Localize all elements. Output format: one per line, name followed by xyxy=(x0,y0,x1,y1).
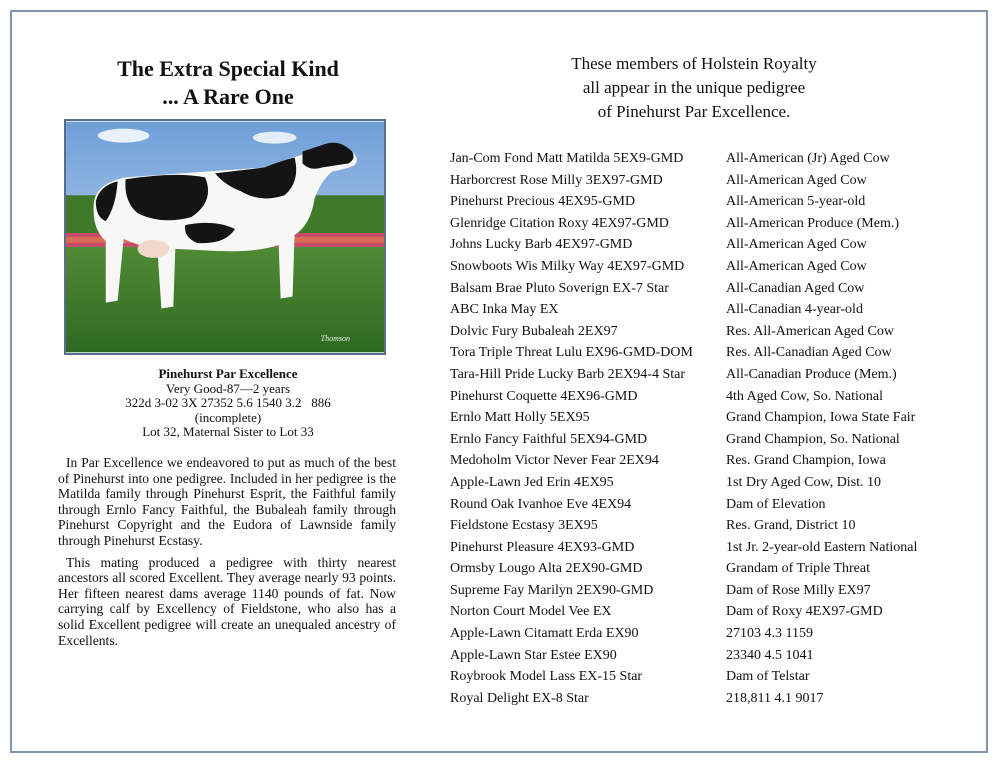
ancestor-honor: All-Canadian 4-year-old xyxy=(726,302,863,318)
pedigree-row xyxy=(450,191,970,213)
pedigree-row xyxy=(450,299,970,321)
intro-line-3: of Pinehurst Par Excellence. xyxy=(597,102,791,121)
ancestor-name: Supreme Fay Marilyn 2EX90-GMD xyxy=(450,582,654,598)
ancestor-name: Tara-Hill Pride Lucky Barb 2EX94-4 Star xyxy=(450,366,686,382)
intro-line-2: all appear in the unique pedigree xyxy=(582,78,806,97)
headline-line-2: ... A Rare One xyxy=(162,84,294,109)
ancestor-name: Apple-Lawn Star Estee EX90 xyxy=(450,647,617,663)
ancestor-honor: Dam of Rose Milly EX97 xyxy=(726,582,871,598)
ancestor-name: Harborcrest Rose Milly 3EX97-GMD xyxy=(450,172,663,188)
ancestor-honor: Grand Champion, Iowa State Fair xyxy=(726,410,916,426)
pedigree-row xyxy=(450,515,970,537)
pedigree-row xyxy=(450,494,970,516)
ancestor-honor: All-Canadian Aged Cow xyxy=(726,280,865,296)
ancestor-name: Glenridge Citation Roxy 4EX97-GMD xyxy=(450,215,669,231)
pedigree-row xyxy=(450,666,970,688)
pedigree-row xyxy=(450,450,970,472)
ancestor-name: Norton Court Model Vee EX xyxy=(450,604,612,620)
cow-name: Pinehurst Par Excellence xyxy=(158,366,298,381)
ancestor-honor: All-American Aged Cow xyxy=(726,172,867,188)
ancestor-name: Ormsby Lougo Alta 2EX90-GMD xyxy=(450,561,643,577)
ancestor-name: Tora Triple Threat Lulu EX96-GMD-DOM xyxy=(450,345,693,361)
ancestor-name: Jan-Com Fond Matt Matilda 5EX9-GMD xyxy=(450,151,684,166)
ancestor-name: Fieldstone Ecstasy 3EX95 xyxy=(450,518,598,534)
ancestor-honor: All-Canadian Produce (Mem.) xyxy=(726,366,897,382)
ancestor-honor: Dam of Elevation xyxy=(726,496,826,512)
description-paragraph-1: In Par Excellence we endeavored to put as much of the best of Pinehurst into one pedigree. Included in her pedigree is the Matilda family through Pinehurst Esprit, the Faithful family through Ernlo Fancy Faithful, the Bubaleah family through Pinehurst Copyright and the Eudora of Lawnside family through Pinehurst Ecstasy. xyxy=(58,455,396,548)
ancestor-honor: 4th Aged Cow, So. National xyxy=(726,388,883,404)
caption-lot: Lot 32, Maternal Sister to Lot 33 xyxy=(142,424,314,439)
headline xyxy=(58,55,398,111)
pedigree-row xyxy=(450,580,970,602)
left-column xyxy=(58,55,398,648)
ancestor-honor: Res. All-American Aged Cow xyxy=(726,323,894,339)
ancestor-name: Royal Delight EX-8 Star xyxy=(450,690,589,706)
pedigree-row xyxy=(450,364,970,386)
pedigree-row xyxy=(450,537,970,559)
ancestor-name: Round Oak Ivanhoe Eve 4EX94 xyxy=(450,496,632,512)
ancestor-name: ABC Inka May EX xyxy=(450,302,559,318)
pedigree-row xyxy=(450,170,970,192)
ancestor-honor: Grand Champion, So. National xyxy=(726,431,900,447)
ancestor-name: Apple-Lawn Citamatt Erda EX90 xyxy=(450,626,639,642)
ancestor-honor: All-American (Jr) Aged Cow xyxy=(726,151,890,166)
ancestor-name: Pinehurst Pleasure 4EX93-GMD xyxy=(450,539,635,555)
pedigree-row xyxy=(450,623,970,645)
ancestor-name: Snowboots Wis Milky Way 4EX97-GMD xyxy=(450,258,685,274)
pedigree-row xyxy=(450,213,970,235)
ancestor-name: Ernlo Matt Holly 5EX95 xyxy=(450,410,590,426)
caption-classification: Very Good-87—2 years xyxy=(165,380,291,396)
pedigree-row xyxy=(450,386,970,408)
pedigree-row xyxy=(450,429,970,451)
ancestor-honor: Grandam of Triple Threat xyxy=(726,561,870,577)
ancestor-name: Medoholm Victor Never Fear 2EX94 xyxy=(450,453,659,469)
ancestor-name: Dolvic Fury Bubaleah 2EX97 xyxy=(450,323,618,339)
ancestor-name: Balsam Brae Pluto Soverign EX-7 Star xyxy=(450,280,669,296)
ancestor-honor: All-American Produce (Mem.) xyxy=(726,215,899,231)
ancestor-name: Pinehurst Precious 4EX95-GMD xyxy=(450,194,636,210)
pedigree-row xyxy=(450,321,970,343)
pedigree-row xyxy=(450,278,970,300)
caption-incomplete: (incomplete) xyxy=(194,409,262,425)
pedigree-table xyxy=(450,148,970,709)
pedigree-row xyxy=(450,256,970,278)
intro-line-1: These members of Holstein Royalty xyxy=(571,54,817,73)
ancestor-name: Apple-Lawn Jed Erin 4EX95 xyxy=(450,474,614,490)
description-paragraph-2: This mating produced a pedigree with thirty nearest ancestors all scored Excellent. They average nearly 93 points. Her fifteen nearest dams average 1140 pounds of fat. Now carrying calf by Excellency of Fieldstone, who also has a solid Excellent pedigree will create an unequaled ancestry of Excellents. xyxy=(58,554,396,648)
ancestor-honor: 27103 4.3 1159 xyxy=(726,626,813,642)
ancestor-name: Johns Lucky Barb 4EX97-GMD xyxy=(450,237,633,253)
ancestor-honor: All-American Aged Cow xyxy=(726,258,867,274)
ancestor-honor: Res. Grand, District 10 xyxy=(726,518,856,534)
ancestor-honor: 1st Dry Aged Cow, Dist. 10 xyxy=(726,474,882,490)
ancestor-honor: Res. Grand Champion, Iowa xyxy=(726,453,886,469)
ancestor-honor: Res. All-Canadian Aged Cow xyxy=(726,345,892,361)
ancestor-name: Roybrook Model Lass EX-15 Star xyxy=(450,669,643,685)
photo-watermark: Thomson xyxy=(320,334,350,343)
pedigree-row xyxy=(450,688,970,710)
headline-line-1: The Extra Special Kind xyxy=(117,56,339,81)
description xyxy=(58,455,396,654)
ancestor-honor: 23340 4.5 1041 xyxy=(726,647,814,663)
ancestor-honor: Dam of Roxy 4EX97-GMD xyxy=(726,604,883,620)
ancestor-name: Ernlo Fancy Faithful 5EX94-GMD xyxy=(450,431,648,447)
ancestor-honor: 1st Jr. 2-year-old Eastern National xyxy=(726,539,918,555)
ancestor-honor: All-American 5-year-old xyxy=(726,194,866,210)
photo-caption xyxy=(58,367,398,440)
ancestor-honor: 218,811 4.1 9017 xyxy=(726,690,824,706)
cow-photo xyxy=(64,119,386,355)
ancestor-honor: All-American Aged Cow xyxy=(726,237,867,253)
pedigree-row xyxy=(450,342,970,364)
caption-record: 322d 3-02 3X 27352 5.6 1540 3.2 886 xyxy=(125,395,331,410)
pedigree-row xyxy=(450,558,970,580)
pedigree-row xyxy=(450,148,970,170)
pedigree-row xyxy=(450,407,970,429)
pedigree-row xyxy=(450,472,970,494)
pedigree-intro xyxy=(450,52,938,124)
ancestor-name: Pinehurst Coquette 4EX96-GMD xyxy=(450,388,638,404)
pedigree-row xyxy=(450,601,970,623)
pedigree-row xyxy=(450,645,970,667)
ancestor-honor: Dam of Telstar xyxy=(726,669,810,685)
pedigree-row xyxy=(450,234,970,256)
